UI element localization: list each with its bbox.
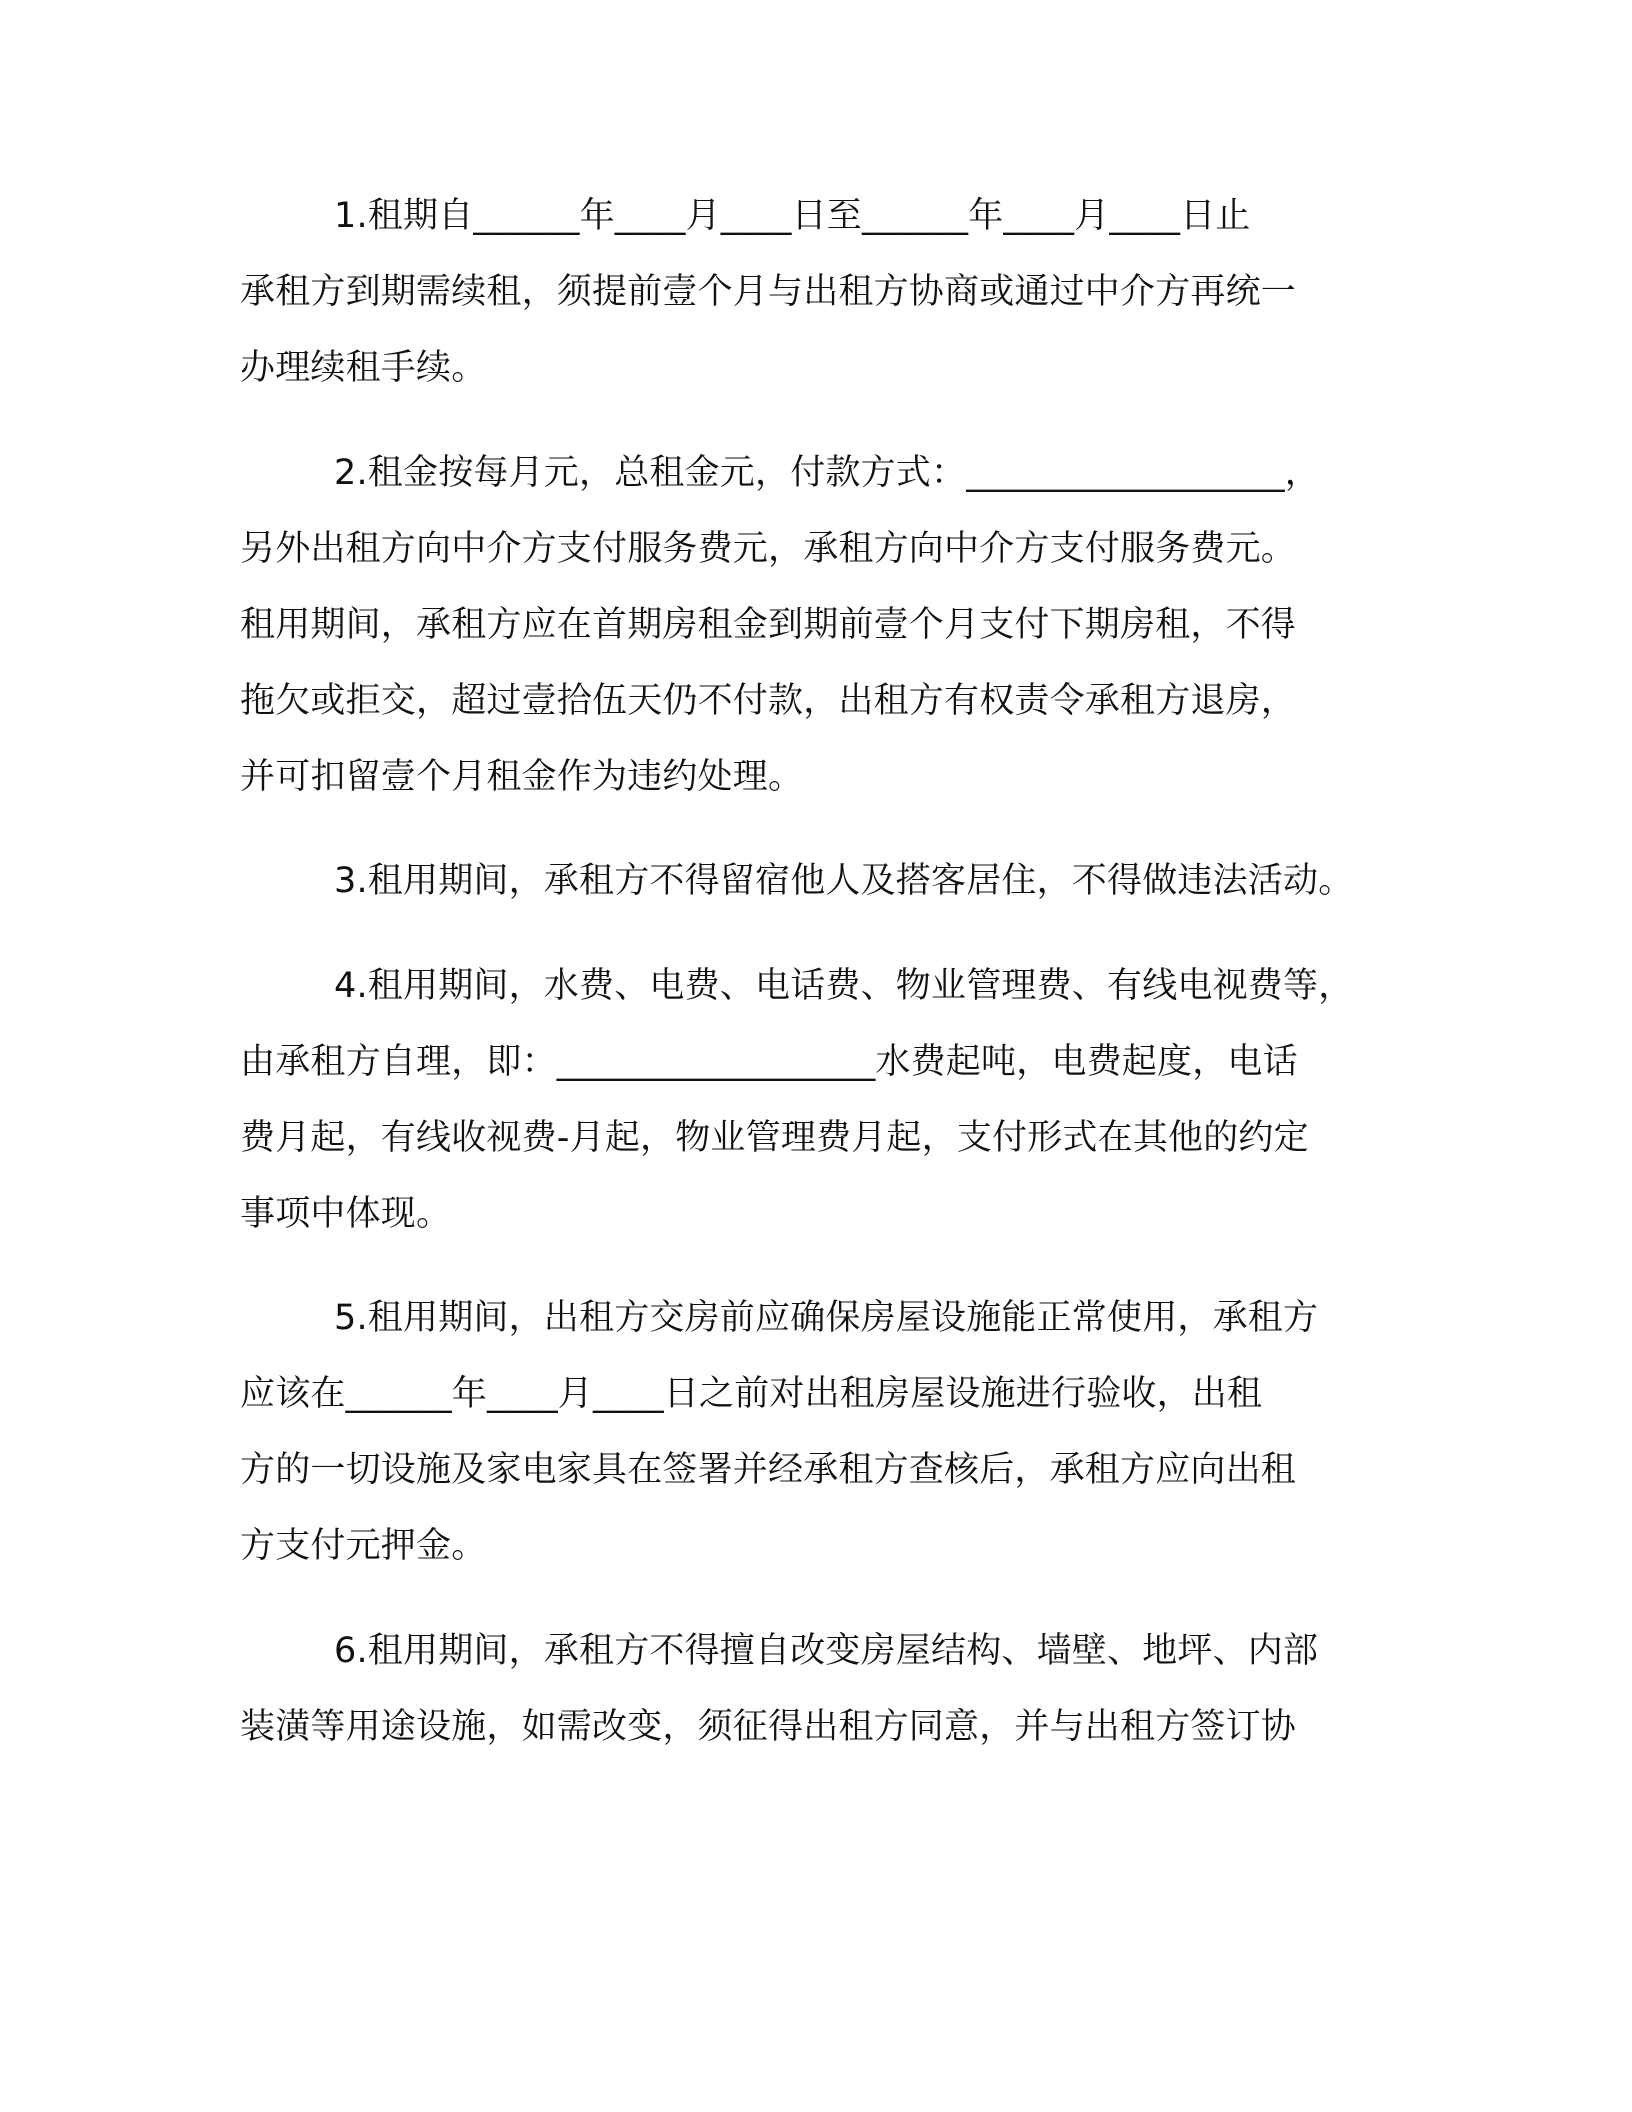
clause-1-line-1: 1.租期自______年____月____日至______年____月____日止 — [334, 196, 1251, 236]
clause-5-line-4: 方支付元押金。 — [240, 1526, 487, 1566]
clause-4-line-2: 由承租方自理，即：__________________水费起吨，电费起度，电话 — [240, 1042, 1298, 1082]
clause-4-line-4: 事项中体现。 — [240, 1194, 452, 1234]
clause-5-line-2: 应该在______年____月____日之前对出租房屋设施进行验收，出租 — [240, 1374, 1263, 1414]
clause-4-line-3: 费月起，有线收视费-月起，物业管理费月起，支付形式在其他的约定 — [240, 1118, 1309, 1158]
clause-2-line-2: 另外出租方向中介方支付服务费元，承租方向中介方支付服务费元。 — [240, 529, 1297, 569]
clause-2-line-5: 并可扣留壹个月租金作为违约处理。 — [240, 757, 804, 797]
clause-4-line-1: 4.租用期间，水费、电费、电话费、物业管理费、有线电视费等， — [334, 966, 1354, 1006]
clause-2-line-4: 拖欠或拒交，超过壹拾伍天仍不付款，出租方有权责令承租方退房， — [240, 681, 1297, 721]
clause-2-line-1: 2.租金按每月元，总租金元，付款方式：__________________， — [334, 453, 1320, 493]
clause-5-line-1: 5.租用期间，出租方交房前应确保房屋设施能正常使用，承租方 — [334, 1298, 1319, 1338]
clause-5-line-3: 方的一切设施及家电家具在签署并经承租方查核后，承租方应向出租 — [240, 1450, 1297, 1490]
clause-1-line-2: 承租方到期需续租，须提前壹个月与出租方协商或通过中介方再统一 — [240, 272, 1297, 312]
clause-1-line-3: 办理续租手续。 — [240, 348, 487, 388]
clause-3-line-1: 3.租用期间，承租方不得留宿他人及搭客居住，不得做违法活动。 — [334, 861, 1354, 901]
clause-6-line-2: 装潢等用途设施，如需改变，须征得出租方同意，并与出租方签订协 — [240, 1707, 1297, 1747]
clause-6-line-1: 6.租用期间，承租方不得擅自改变房屋结构、墙壁、地坪、内部 — [334, 1631, 1319, 1671]
clause-2-line-3: 租用期间，承租方应在首期房租金到期前壹个月支付下期房租，不得 — [240, 605, 1297, 645]
